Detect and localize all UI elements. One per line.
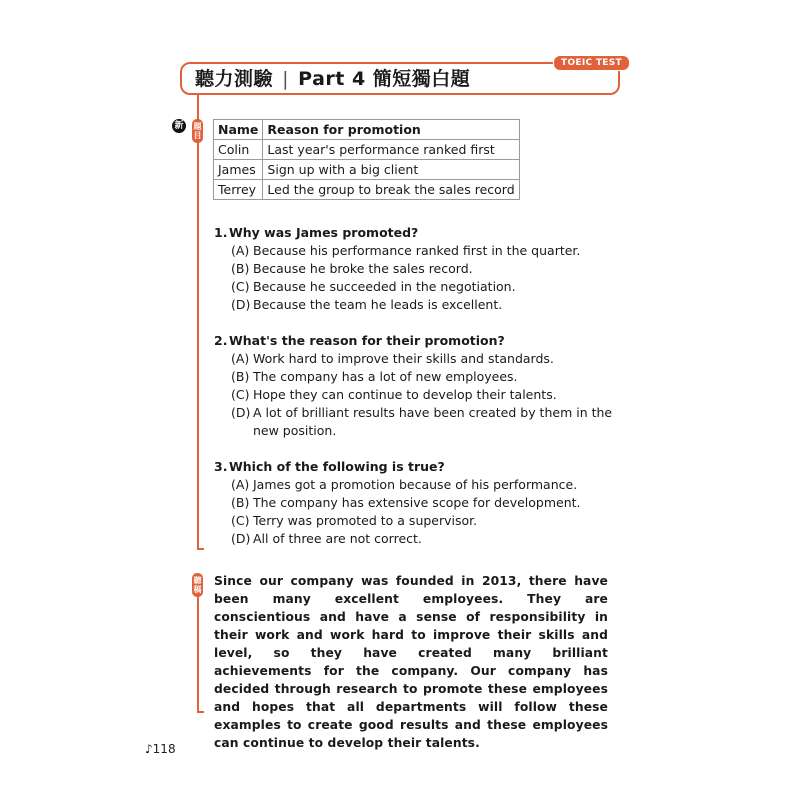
option-text: A lot of brilliant results have been created by them in the new position. <box>253 405 613 438</box>
option-text: Terry was promoted to a supervisor. <box>253 513 478 528</box>
option-text: Work hard to improve their skills and standards. <box>253 351 554 366</box>
table-header-reason: Reason for promotion <box>263 120 519 140</box>
option-text: All of three are not correct. <box>253 531 422 546</box>
option-c <box>214 512 614 530</box>
table-cell-name: Terrey <box>214 180 263 200</box>
option-b <box>214 260 614 278</box>
transcript-label-pill: 聽 稿 <box>192 573 203 597</box>
table-cell-reason: Last year's performance ranked first <box>263 140 519 160</box>
option-d <box>214 296 614 314</box>
table-cell-name: James <box>214 160 263 180</box>
music-note-icon: ♪ <box>145 742 153 756</box>
question-number: 2. <box>214 333 228 348</box>
option-key: (B) <box>231 495 250 510</box>
question-text: Why was James promoted? <box>229 225 419 240</box>
option-key: (C) <box>231 387 250 402</box>
option-c <box>214 278 614 296</box>
table-row <box>214 160 520 180</box>
question-guide-line <box>197 95 199 549</box>
option-text: Hope they can continue to develop their talents. <box>253 387 557 402</box>
option-key: (A) <box>231 351 250 366</box>
option-key: (D) <box>231 405 251 420</box>
table-cell-reason: Sign up with a big client <box>263 160 519 180</box>
option-key: (C) <box>231 513 250 528</box>
title-part: Part 4 簡短獨白題 <box>298 68 471 90</box>
title-chinese: 聽力測驗 <box>195 68 274 90</box>
question-number: 1. <box>214 225 228 240</box>
toeic-test-badge: TOEIC TEST <box>553 55 630 71</box>
option-a <box>214 476 614 494</box>
table-row <box>214 180 520 200</box>
transcript-guide-line <box>197 585 199 712</box>
option-text: Because he broke the sales record. <box>253 261 473 276</box>
option-key: (C) <box>231 279 250 294</box>
promotion-table <box>213 119 520 200</box>
question-title <box>214 224 614 242</box>
question-text: What's the reason for their promotion? <box>229 333 505 348</box>
option-key: (A) <box>231 243 250 258</box>
transcript-paragraph: Since our company was founded in 2013, there have been many excellent employees. They are conscientious and have a sense of responsibility in their work and work hard to improve their skills and level, so they have created many brilliant achievements for the company. Our company has decided through research to promote these employees and hopes that all departments will follow these examples to create good results and these employees can continue to develop their talents. <box>214 574 608 750</box>
option-text: The company has a lot of new employees. <box>253 369 518 384</box>
question-label-pill: 題 目 <box>192 119 203 143</box>
transcript-guide-foot <box>197 711 204 713</box>
option-key: (B) <box>231 261 250 276</box>
option-b <box>214 368 614 386</box>
table-cell-reason: Led the group to break the sales record <box>263 180 519 200</box>
table-header-row <box>214 120 520 140</box>
option-a <box>214 350 614 368</box>
option-key: (D) <box>231 297 251 312</box>
option-c <box>214 386 614 404</box>
new-badge: 新 <box>172 119 186 133</box>
question-title <box>214 458 614 476</box>
question-number: 3. <box>214 459 228 474</box>
question-title <box>214 332 614 350</box>
question-1 <box>214 224 614 314</box>
page-footer <box>145 742 176 756</box>
option-key: (A) <box>231 477 250 492</box>
option-b <box>214 494 614 512</box>
table-cell-name: Colin <box>214 140 263 160</box>
page-title <box>195 64 470 94</box>
option-text: The company has extensive scope for development. <box>253 495 581 510</box>
option-text: Because his performance ranked first in the quarter. <box>253 243 581 258</box>
page-number: 118 <box>152 742 176 756</box>
question-list <box>214 224 614 566</box>
question-text: Which of the following is true? <box>229 459 445 474</box>
option-text: Because he succeeded in the negotiation. <box>253 279 516 294</box>
title-separator: | <box>282 68 290 90</box>
table-header-name: Name <box>214 120 263 140</box>
question-3 <box>214 458 614 548</box>
option-a <box>214 242 614 260</box>
option-key: (D) <box>231 531 251 546</box>
question-2 <box>214 332 614 440</box>
option-text: Because the team he leads is excellent. <box>253 297 503 312</box>
table-row <box>214 140 520 160</box>
option-d <box>214 530 614 548</box>
option-d <box>214 404 614 440</box>
option-key: (B) <box>231 369 250 384</box>
option-text: James got a promotion because of his performance. <box>253 477 578 492</box>
question-guide-foot <box>197 548 204 550</box>
